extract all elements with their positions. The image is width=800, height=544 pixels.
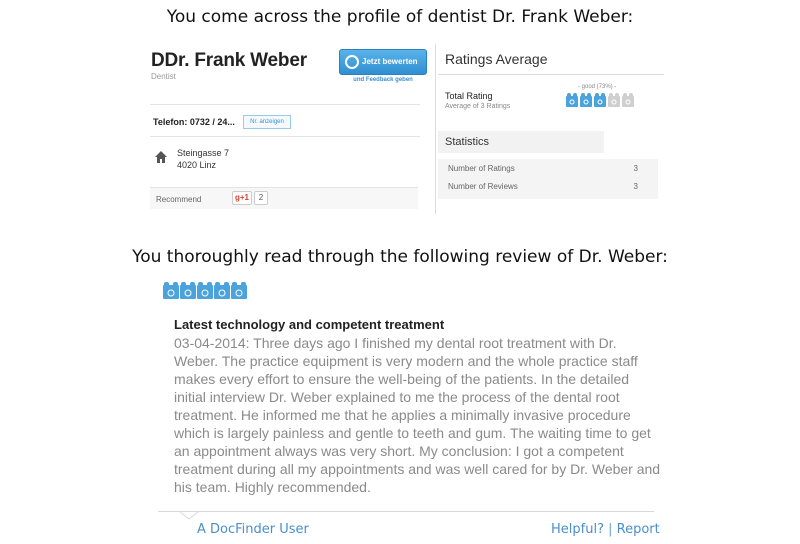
total-rating-label: Total Rating [445, 91, 493, 101]
speech-tail-icon [180, 512, 198, 520]
helpful-link[interactable]: Helpful? [551, 522, 604, 537]
report-link[interactable]: Report [616, 522, 660, 537]
intro-profile-text: You come across the profile of dentist Dr. Frank Weber: [166, 7, 634, 27]
rating-tooth-icon [180, 282, 196, 299]
total-rating-subtext: Average of 3 Ratings [445, 103, 511, 110]
divider [150, 104, 420, 105]
dentist-profile-card [142, 44, 664, 214]
dentist-role: Dentist [151, 72, 176, 81]
rating-tooth-icon [580, 93, 592, 107]
rating-tooth-icon [214, 282, 230, 299]
review-body: 03-04-2014: Three days ago I finished my dental root treatment with Dr. Weber. The practice equipment is very modern and the whole practice staff makes every effort to ensure the well-being of the patients. In the detailed initial interview Dr. Weber explained to me the process of the dental root treatment. He informed me that he applies a minimally invasive procedure which is largely painless and gentle to teeth and gum. The waiting time to get an appointment always was very short. My conclusion: I got a competent treatment during all my appointments and was well cared for by Dr. Weber and his team. Highly recommended. [174, 335, 661, 495]
rating-tooth-icon [622, 93, 634, 107]
link-separator: | [608, 522, 613, 537]
statistics-title: Statistics [445, 136, 490, 148]
stat-value: 3 [633, 164, 638, 173]
divider [150, 136, 420, 137]
statistics-header [438, 131, 604, 153]
rate-now-button[interactable] [339, 49, 427, 75]
home-icon [154, 150, 168, 164]
total-rating-teeth [566, 93, 634, 107]
review-actions [551, 522, 660, 537]
review-rating-teeth [163, 282, 247, 299]
rating-tooth-icon [594, 93, 606, 107]
rating-tooth-icon [197, 282, 213, 299]
review-author-link[interactable]: A DocFinder User [197, 522, 309, 537]
rate-now-label: Jetzt bewerten [362, 57, 418, 66]
google-plus-button[interactable]: g+1 [232, 191, 252, 205]
dentist-name: DDr. Frank Weber [151, 50, 307, 71]
rating-tooth-icon [231, 282, 247, 299]
show-number-button[interactable]: Nr. anzeigen [243, 115, 291, 129]
stat-label: Number of Reviews [448, 182, 518, 191]
stat-label: Number of Ratings [448, 164, 515, 173]
intro-review-text: You thoroughly read through the following review of Dr. Weber: [132, 247, 668, 267]
review-title: Latest technology and competent treatment [174, 317, 445, 332]
address-street: Steingasse 7 [177, 148, 230, 158]
review-footer-divider [158, 511, 654, 512]
profile-main [142, 44, 434, 214]
rate-now-sublabel: und Feedback geben [353, 77, 413, 83]
divider [438, 74, 664, 75]
rating-quality-text: - good (73%) - [578, 84, 617, 90]
rating-tooth-icon [566, 93, 578, 107]
google-plus-count: 2 [254, 191, 268, 205]
column-divider [435, 44, 436, 214]
recommend-row [150, 187, 418, 209]
address-city: 4020 Linz [177, 160, 217, 170]
statistics-table [438, 159, 658, 199]
pencil-icon [345, 55, 359, 69]
phone-number: Telefon: 0732 / 24... [153, 117, 235, 127]
recommend-label: Recommend [156, 195, 202, 204]
rating-tooth-icon [608, 93, 620, 107]
stat-value: 3 [633, 182, 638, 191]
rating-tooth-icon [163, 282, 179, 299]
ratings-average-title: Ratings Average [445, 51, 548, 67]
ratings-panel [438, 44, 664, 214]
